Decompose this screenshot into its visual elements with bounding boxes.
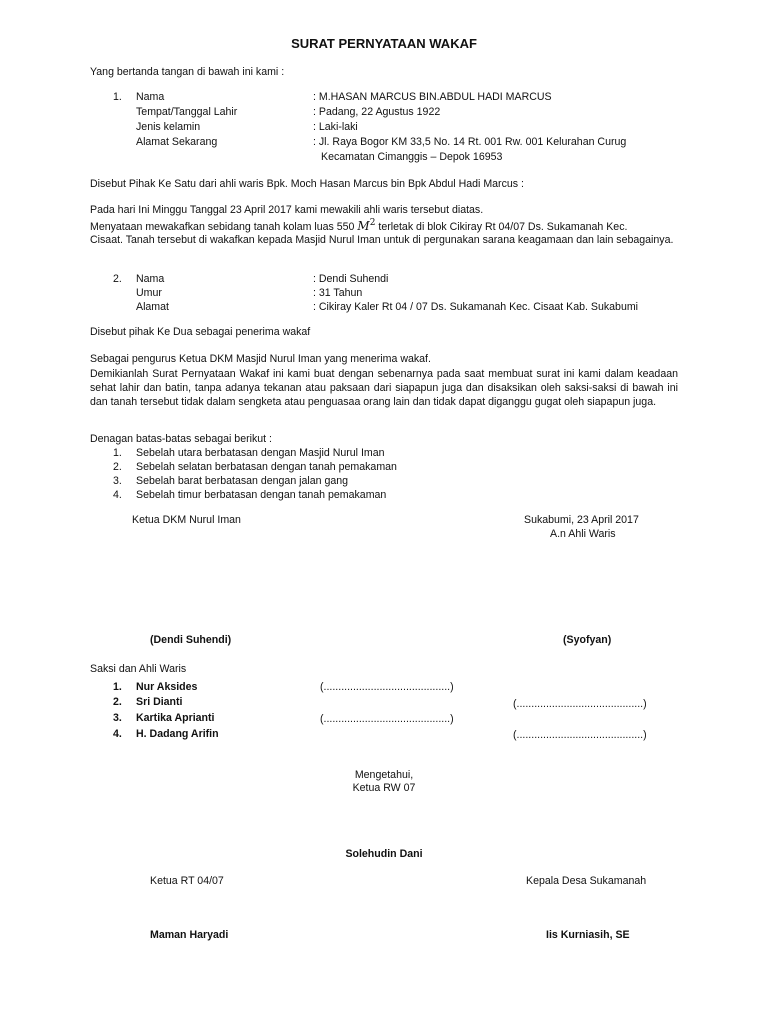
border-2-text: Sebelah selatan berbatasan dengan tanah pemakaman	[136, 461, 397, 473]
witness-3-number: 3.	[113, 712, 122, 724]
party1-value-nama: : M.HASAN MARCUS BIN.ABDUL HADI MARCUS	[313, 91, 552, 103]
border-2-number: 2.	[113, 461, 122, 473]
party1-label-nama: Nama	[136, 91, 165, 103]
intro-text: Yang bertanda tangan di bawah ini kami :	[90, 66, 285, 78]
signer-right-place-date: Sukabumi, 23 April 2017	[524, 514, 639, 526]
party2-label-umur: Umur	[136, 287, 162, 299]
witness-1-name: Nur Aksides	[136, 681, 198, 693]
party1-description: Disebut Pihak Ke Satu dari ahli waris Bpk. Moch Hasan Marcus bin Bpk Abdul Hadi Marcus :	[90, 178, 524, 190]
signer-right-name: (Syofyan)	[563, 634, 612, 646]
party2-label-alamat: Alamat	[136, 301, 169, 313]
area-unit-letter: M	[357, 219, 370, 233]
rw-role: Ketua RW 07	[352, 782, 416, 794]
border-1-number: 1.	[113, 447, 122, 459]
witness-3-name: Kartika Aprianti	[136, 712, 215, 724]
party1-value-ttl: : Padang, 22 Agustus 1922	[313, 106, 441, 118]
witness-2-name: Sri Dianti	[136, 696, 183, 708]
party2-value-umur: : 31 Tahun	[313, 287, 363, 299]
borders-intro: Denagan batas-batas sebagai berikut :	[90, 433, 272, 445]
party2-number: 2.	[113, 273, 122, 285]
para2-body: Demikianlah Surat Pernyataan Wakaf ini kami buat dengan sebenarnya pada saat membuat surat ini kami dalam keadaan sehat lahir dan batin, tanpa adanya tekanan atau paksaan dari siapapun juga dan disaksikan oleh saksi-saksi di bawah ini dan tanah tersebut tidak dalam sengketa atau penguasaa orang lain dan tidak dapat diganggu gugat oleh siapapun juga.	[90, 368, 678, 408]
witness-4-number: 4.	[113, 728, 122, 740]
para1-line2-before: Menyataan mewakafkan sebidang tanah kolam luas 550	[90, 221, 355, 233]
signer-left-name: (Dendi Suhendi)	[150, 634, 232, 646]
witness-4-name: H. Dadang Arifin	[136, 728, 219, 740]
party1-number: 1.	[113, 91, 122, 103]
para1-line2-after: terletak di blok Cikiray Rt 04/07 Ds. Sukamanah Kec.	[378, 221, 628, 233]
witness-1-number: 1.	[113, 681, 122, 693]
para1-rest: Cisaat. Tanah tersebut di wakafkan kepada Masjid Nurul Iman untuk di pergunakan sarana keagamaan dan lain sebagainya.	[90, 234, 674, 246]
rw-name: Solehudin Dani	[345, 848, 423, 860]
party1-value-address: : Jl. Raya Bogor KM 33,5 No. 14 Rt. 001 Rw. 001 Kelurahan Curug	[313, 136, 627, 148]
document-title: SURAT PERNYATAAN WAKAF	[291, 36, 477, 51]
witness-2-signature-line: (...........................................)	[513, 698, 647, 710]
party1-label-gender: Jenis kelamin	[136, 121, 201, 133]
rw-acknowledged: Mengetahui,	[354, 769, 414, 781]
party1-value-gender: : Laki-laki	[313, 121, 358, 133]
border-3-number: 3.	[113, 475, 122, 487]
party2-value-nama: : Dendi Suhendi	[313, 273, 389, 285]
witness-1-signature-line: (...........................................)	[320, 681, 454, 693]
party1-label-ttl: Tempat/Tanggal Lahir	[136, 106, 238, 118]
party1-label-address: Alamat Sekarang	[136, 136, 218, 148]
village-head-role: Kepala Desa Sukamanah	[526, 875, 647, 887]
witness-4-signature-line: (...........................................)	[513, 729, 647, 741]
village-head-name: Iis Kurniasih, SE	[546, 929, 630, 941]
signer-left-role: Ketua DKM Nurul Iman	[132, 514, 241, 526]
witness-title: Saksi dan Ahli Waris	[90, 663, 187, 675]
party1-value-address-line2: Kecamatan Cimanggis – Depok 16953	[321, 151, 503, 163]
border-3-text: Sebelah barat berbatasan dengan jalan gang	[136, 475, 349, 487]
para1-line2	[90, 218, 678, 233]
area-unit-exponent: 2	[369, 218, 376, 228]
area-unit	[357, 219, 375, 233]
party2-value-alamat: : Cikiray Kaler Rt 04 / 07 Ds. Sukamanah Kec. Cisaat Kab. Sukabumi	[313, 301, 639, 313]
para2-line1: Sebagai pengurus Ketua DKM Masjid Nurul Iman yang menerima wakaf.	[90, 353, 431, 365]
signer-right-role: A.n Ahli Waris	[550, 528, 616, 540]
party2-description: Disebut pihak Ke Dua sebagai penerima wakaf	[90, 326, 311, 338]
border-1-text: Sebelah utara berbatasan dengan Masjid Nurul Iman	[136, 447, 385, 459]
border-4-number: 4.	[113, 489, 122, 501]
rt-role: Ketua RT 04/07	[150, 875, 224, 887]
witness-2-number: 2.	[113, 696, 122, 708]
party2-label-nama: Nama	[136, 273, 165, 285]
para1-line1: Pada hari Ini Minggu Tanggal 23 April 2017 kami mewakili ahli waris tersebut diatas.	[90, 204, 484, 216]
witness-3-signature-line: (...........................................)	[320, 713, 454, 725]
border-4-text: Sebelah timur berbatasan dengan tanah pemakaman	[136, 489, 387, 501]
rt-name: Maman Haryadi	[150, 929, 229, 941]
